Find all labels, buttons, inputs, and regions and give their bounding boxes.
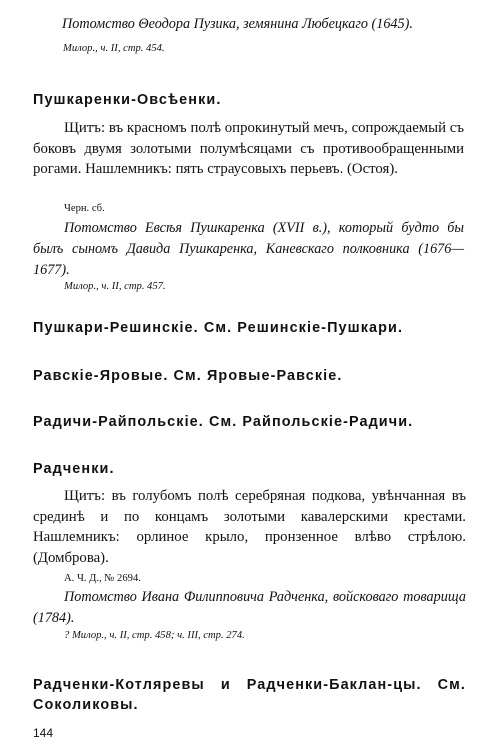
source-reference: Милор., ч. II, стр. 457. [64, 281, 166, 292]
source-reference: ? Милор., ч. II, стр. 458; ч. III, стр. 274. [64, 630, 245, 641]
source-reference: А. Ч. Д., № 2694. [64, 573, 141, 584]
coat-of-arms-description: Щитъ: въ голубомъ полѣ серебряная подкова, увѣнчанная въ срединѣ и по концамъ золотыми кавалерскими крестами. Нашлемникъ: орлиное крыло, пронзенное влѣво стрѣлою. (Домброва). [33, 488, 466, 566]
family-heading: Пушкаренки-Овсѣенки. [33, 92, 222, 108]
coat-of-arms-description: Щитъ: въ красномъ полѣ опрокинутый мечъ, сопрождаемый съ боковъ двумя золотыми полумѣсяцами съ противообращенными рогами. Нашлемникъ: пять страусовыхъ перьевъ. (Остоя). [33, 120, 464, 177]
cross-reference-heading: Равскіе-Яровые. См. Яровые-Равскіе. [33, 368, 343, 384]
source-reference: Черн. сб. [64, 203, 105, 214]
cross-reference-heading: Радичи-Райпольскіе. См. Райпольскіе-Радичи. [33, 414, 414, 430]
lineage-note: Потомство Ивана Филипповича Радченка, войсковаго товарища (1784). [33, 589, 466, 626]
source-reference: Милор., ч. II, стр. 454. [63, 43, 165, 54]
cross-reference-heading: Радченки-Котляревы и Радченки-Баклан-цы. См. Соколиковы. [33, 677, 466, 713]
page-number: 144 [33, 726, 54, 740]
lineage-note: Потомство Евсѣя Пушкаренка (XVII в.), который будто бы былъ сыномъ Давида Пушкаренка, Каневскаго полковника (1676—1677). [33, 220, 464, 278]
family-heading: Радченки. [33, 461, 115, 477]
cross-reference-heading: Пушкари-Решинскіе. См. Решинскіе-Пушкари. [33, 320, 404, 336]
lineage-note: Потомство Θеодора Пузика, земянина Любецкаго (1645). [62, 16, 413, 32]
